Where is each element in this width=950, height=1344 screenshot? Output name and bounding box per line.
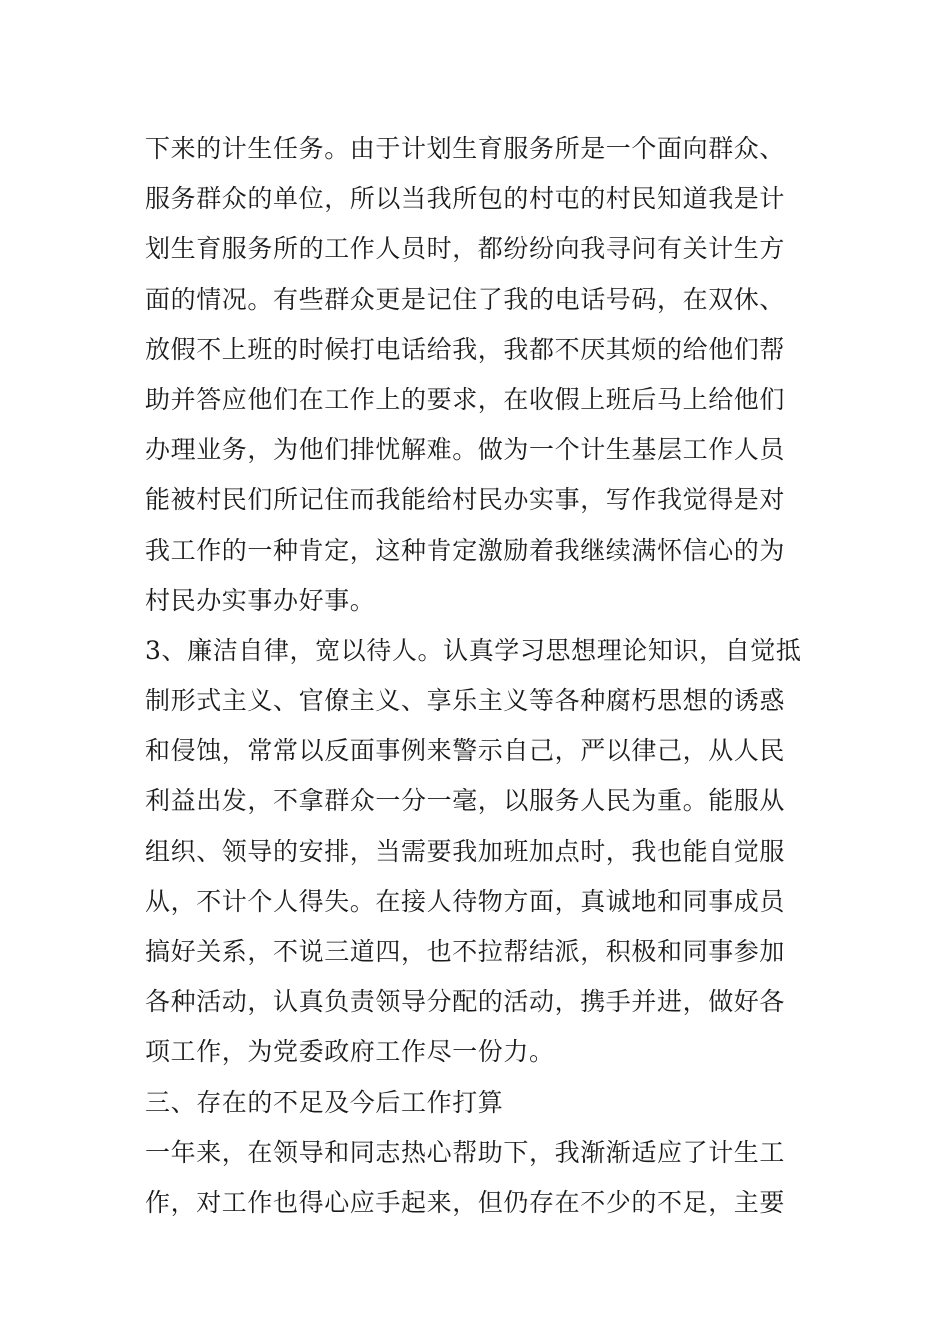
section-heading: 三、存在的不足及今后工作打算 [145,1087,504,1117]
text-line: 组织、领导的安排，当需要我加班加点时，我也能自觉服 [145,836,786,866]
text-line: 能被村民们所记住而我能给村民办实事，写作我觉得是对 [145,485,786,515]
text-line: 放假不上班的时候打电话给我，我都不厌其烦的给他们帮 [145,334,786,364]
text-line: 助并答应他们在工作上的要求，在收假上班后马上给他们 [145,384,786,414]
text-line: 搞好关系，不说三道四，也不拉帮结派，积极和同事参加 [145,937,786,966]
body-text [145,124,810,1228]
text-line: 村民办实事办好事。 [145,585,376,615]
text-line: 下来的计生任务。由于计划生育服务所是一个面向群众、 [145,134,786,163]
text-line: 制形式主义、官僚主义、享乐主义等各种腐朽思想的诱惑 [145,686,786,716]
text-line: 划生育服务所的工作人员时，都纷纷向我寻问有关计生方 [145,234,786,264]
text-line: 各种活动，认真负责领导分配的活动，携手并进，做好各 [145,987,786,1017]
text-line: 办理业务，为他们排忧解难。做为一个计生基层工作人员 [145,435,786,465]
section-heading-line: 3、廉洁自律，宽以待人。认真学习思想理论知识，自觉抵 [145,635,802,665]
text-line: 利益出发，不拿群众一分一毫，以服务人民为重。能服从 [145,786,786,816]
text-line: 服务群众的单位，所以当我所包的村屯的村民知道我是计 [145,184,786,214]
text-line: 我工作的一种肯定，这种肯定激励着我继续满怀信心的为 [145,535,786,565]
text-line: 作，对工作也得心应手起来，但仍存在不少的不足，主要 [145,1187,786,1217]
text-line: 从，不计个人得失。在接人待物方面，真诚地和同事成员 [145,886,786,916]
text-line: 一年来，在领导和同志热心帮助下，我渐渐适应了计生工 [145,1137,786,1167]
text-line: 面的情况。有些群众更是记住了我的电话号码，在双休、 [145,284,786,314]
text-line: 和侵蚀，常常以反面事例来警示自己，严以律己，从人民 [145,736,786,766]
text-line: 项工作，为党委政府工作尽一份力。 [145,1037,555,1067]
